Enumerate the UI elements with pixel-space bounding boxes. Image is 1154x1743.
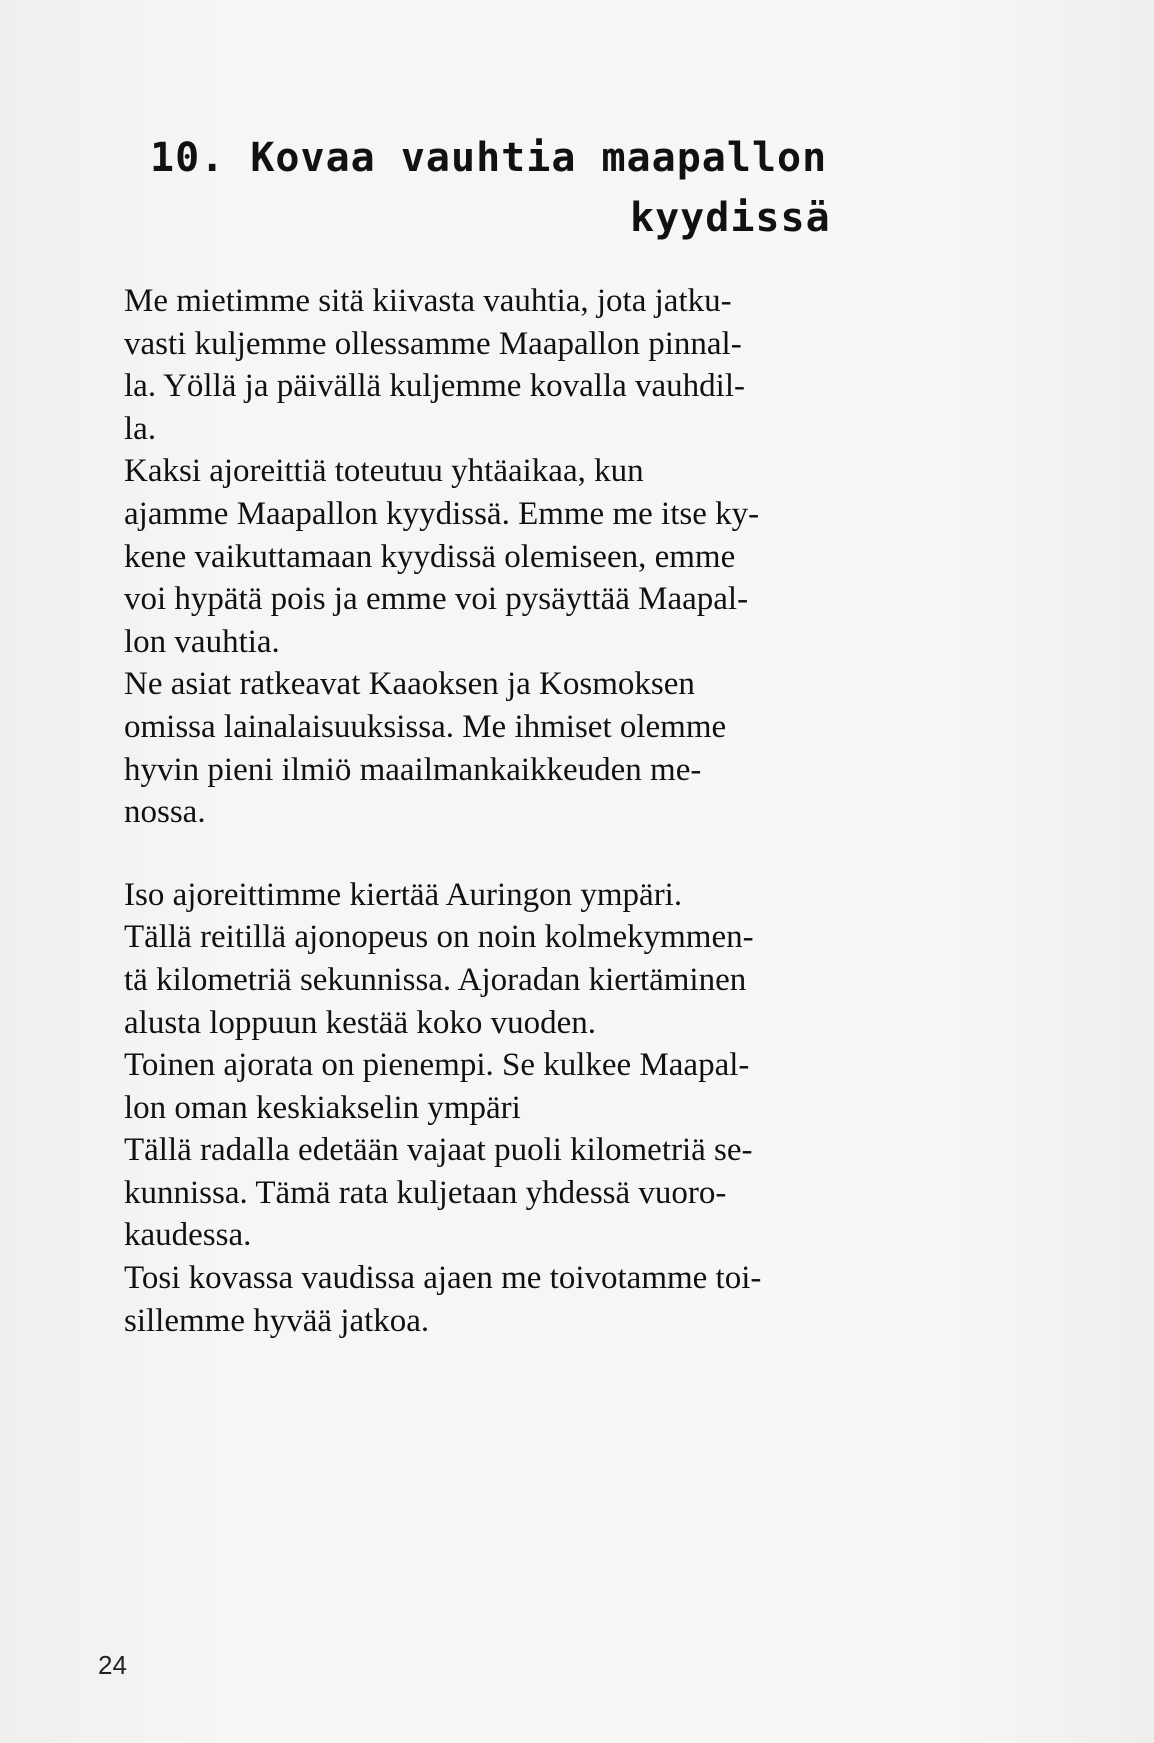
paragraph-3 (124, 663, 944, 833)
text-line: Tosi kovassa vaudissa ajaen me toivotamme toi- (124, 1260, 762, 1297)
chapter-title-line-2: kyydissä (630, 195, 831, 241)
paragraph-gap (124, 834, 944, 874)
text-line: Ne asiat ratkeavat Kaaoksen ja Kosmoksen (124, 666, 695, 703)
text-line: kene vaikuttamaan kyydissä olemiseen, emme (124, 538, 736, 575)
text-line: ajamme Maapallon kyydissä. Emme me itse ky- (124, 495, 760, 532)
text-line: sillemme hyvää jatkoa. (124, 1302, 430, 1339)
paragraph-7 (124, 1257, 944, 1342)
text-line: la. Yöllä ja päivällä kuljemme kovalla vauhdil- (124, 368, 745, 405)
text-line: kunnissa. Tämä rata kuljetaan yhdessä vuoro- (124, 1174, 727, 1211)
text-line: lon vauhtia. (124, 623, 280, 660)
paragraph-6 (124, 1129, 944, 1257)
text-line: Kaksi ajoreittiä toteutuu yhtäaikaa, kun (124, 453, 644, 490)
text-line: Me mietimme sitä kiivasta vauhtia, jota jatku- (124, 283, 732, 319)
text-line: Tällä radalla edetään vajaat puoli kilometriä se- (124, 1132, 753, 1169)
text-line: la. (124, 410, 157, 447)
text-line: lon oman keskiakselin ympäri (124, 1089, 521, 1126)
text-line: Tällä reitillä ajonopeus on noin kolmekymmen- (124, 919, 754, 956)
paragraph-5 (124, 1044, 944, 1129)
text-line: omissa lainalaisuuksissa. Me ihmiset olemme (124, 708, 727, 745)
page-number: 24 (98, 1650, 127, 1680)
chapter-body (124, 280, 944, 1342)
text-line: alusta loppuun kestää koko vuoden. (124, 1004, 596, 1041)
paragraph-4 (124, 874, 944, 1044)
text-line: Iso ajoreittimme kiertää Auringon ympäri. (124, 876, 683, 913)
chapter-title-line-1: 10. Kovaa vauhtia maapallon (150, 135, 828, 181)
text-line: Toinen ajorata on pienempi. Se kulkee Maapal- (124, 1047, 750, 1084)
paragraph-2 (124, 450, 944, 663)
text-line: vasti kuljemme ollessamme Maapallon pinnal- (124, 325, 742, 362)
text-line: tä kilometriä sekunnissa. Ajoradan kiertäminen (124, 961, 747, 998)
text-line: kaudessa. (124, 1217, 252, 1254)
paragraph-1 (124, 280, 944, 450)
text-line: nossa. (124, 794, 206, 831)
text-line: voi hypätä pois ja emme voi pysäyttää Maapal- (124, 581, 749, 618)
chapter-title (150, 128, 950, 248)
text-line: hyvin pieni ilmiö maailmankaikkeuden me- (124, 751, 702, 788)
